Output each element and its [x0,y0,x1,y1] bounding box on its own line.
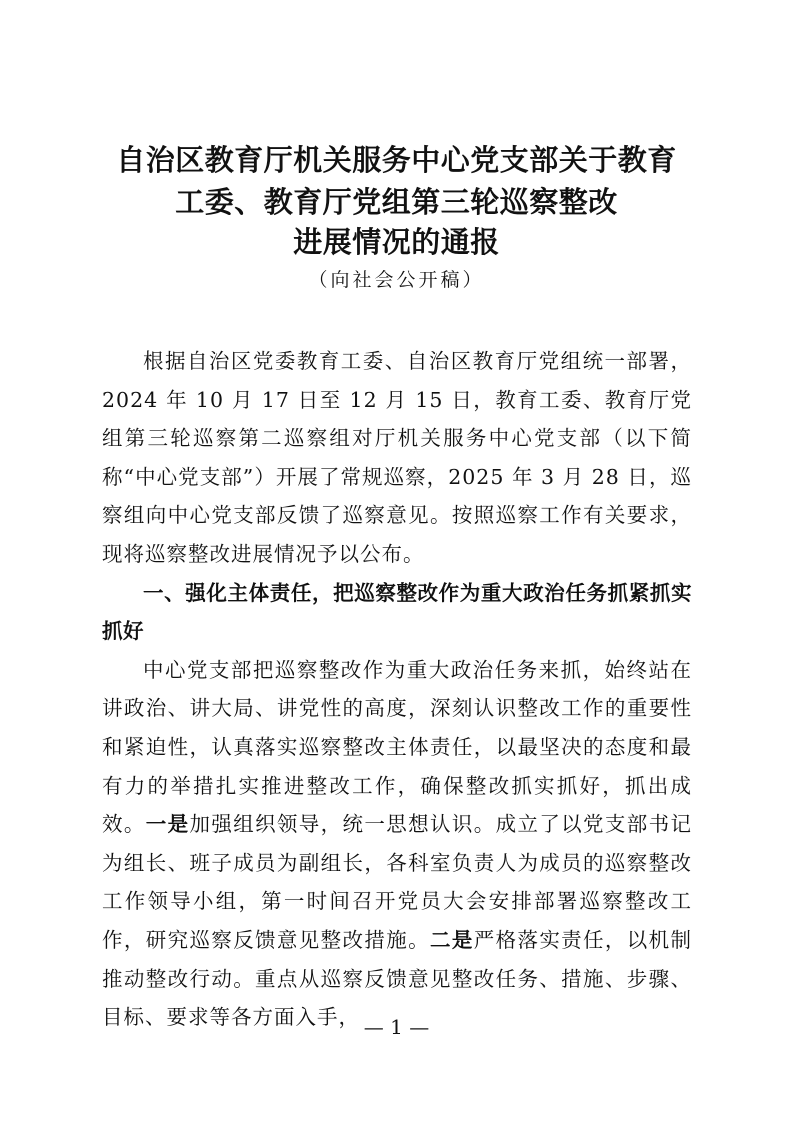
point-1-text: 加强组织领导，统一思想认识。成立了以党支部书记为组长、班子成员为副组长，各科室负责人为成员的巡察整改工作领导小组，第一时间召开党员大会安排部署巡察整改工作，研究巡察反馈意见整改措施。 [102,812,693,952]
document-body [102,342,692,1037]
point-2-label: 二是 [429,927,474,952]
document-subtitle: （向社会公开稿） [308,269,485,291]
section-1-intro: 中心党支部把巡察整改作为重大政治任务来抓，始终站在讲政治、讲大局、讲党性的高度，深刻认识整改工作的重要性和紧迫性，认真落实巡察整改主体责任，以最坚决的态度和最有力的举措扎实推进整改工作，确保整改抓实抓好，抓出成效。 [102,657,692,837]
page-number: — 1 — [363,1015,430,1039]
point-1-label: 一是 [145,812,190,837]
intro-paragraph: 根据自治区党委教育工委、自治区教育厅党组统一部署，2024 年 10 月 17 日至 12 月 15 日，教育工委、教育厅党组第三轮巡察第二巡察组对厅机关服务中心党支部（以下简称“中心党支部”）开展了常规巡察，2025 年 3 月 28 日，巡察组向中心党支部反馈了巡察意见。按照巡察工作有关要求，现将巡察整改进展情况予以公布。 [102,349,692,566]
document-title-line-3: 进展情况的通报 [293,225,500,259]
section-heading-1: 一、强化主体责任，把巡察整改作为重大政治任务抓紧抓实抓好 [102,580,692,644]
point-2-text: 严格落实责任，以机制推动整改行动。重点从巡察反馈意见整改任务、措施、步骤、目标、要求等各方面入手， [102,927,693,1030]
section-1-paragraph [102,651,692,1037]
document-title-line-2: 工委、教育厅党组第三轮巡察整改 [175,185,618,219]
document-title-line-1: 自治区教育厅机关服务中心党支部关于教育 [116,143,677,177]
